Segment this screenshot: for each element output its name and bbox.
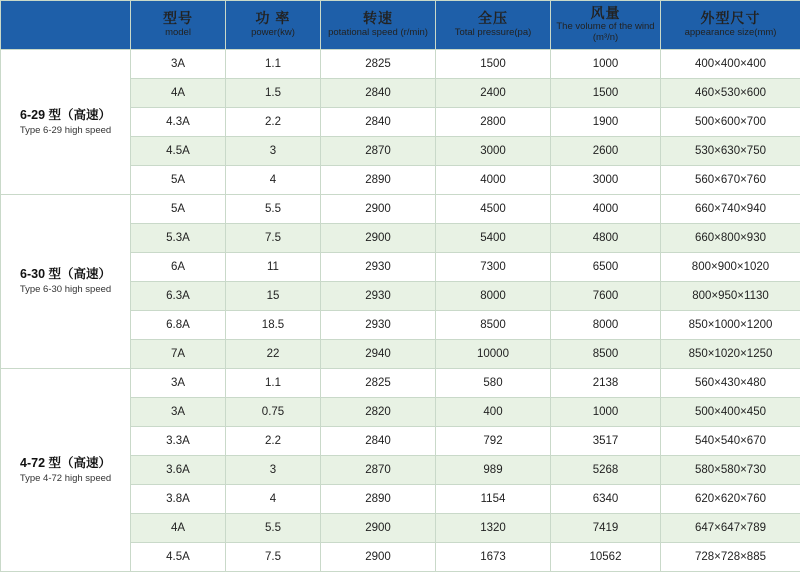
cell-pressure: 4500 [436, 194, 551, 223]
cell-model: 3A [131, 368, 226, 397]
cell-speed: 2840 [321, 426, 436, 455]
cell-pressure: 1500 [436, 49, 551, 78]
cell-speed: 2930 [321, 310, 436, 339]
group-label-zh: 4-72 型（高速） [2, 455, 129, 471]
table-row [1, 368, 800, 397]
cell-size: 500×400×450 [661, 397, 800, 426]
cell-airvolume: 3000 [551, 165, 661, 194]
cell-airvolume: 6500 [551, 252, 661, 281]
group-label-en: Type 4-72 high speed [2, 473, 129, 485]
cell-model: 3.3A [131, 426, 226, 455]
cell-model: 4.5A [131, 136, 226, 165]
cell-pressure: 7300 [436, 252, 551, 281]
cell-airvolume: 8500 [551, 339, 661, 368]
group-label-en: Type 6-30 high speed [2, 284, 129, 296]
cell-speed: 2890 [321, 484, 436, 513]
cell-airvolume: 7419 [551, 513, 661, 542]
cell-airvolume: 10562 [551, 542, 661, 571]
cell-model: 5A [131, 194, 226, 223]
cell-airvolume: 4000 [551, 194, 661, 223]
header-cell-speed [321, 1, 436, 50]
cell-power: 1.1 [226, 368, 321, 397]
group-label-cell [1, 368, 131, 571]
cell-model: 5.3A [131, 223, 226, 252]
group-label-zh: 6-29 型（高速） [2, 107, 129, 123]
group-label-cell [1, 49, 131, 194]
header-cell-size [661, 1, 800, 50]
cell-power: 15 [226, 281, 321, 310]
cell-speed: 2870 [321, 136, 436, 165]
cell-size: 530×630×750 [661, 136, 800, 165]
cell-power: 5.5 [226, 194, 321, 223]
cell-speed: 2930 [321, 252, 436, 281]
header-cell-group [1, 1, 131, 50]
header-airvolume-zh: 风量 [553, 5, 658, 21]
cell-power: 22 [226, 339, 321, 368]
cell-pressure: 1673 [436, 542, 551, 571]
cell-model: 3A [131, 49, 226, 78]
cell-airvolume: 2600 [551, 136, 661, 165]
header-cell-power [226, 1, 321, 50]
cell-size: 540×540×670 [661, 426, 800, 455]
header-cell-airvolume [551, 1, 661, 50]
cell-power: 1.1 [226, 49, 321, 78]
cell-speed: 2900 [321, 194, 436, 223]
cell-size: 800×900×1020 [661, 252, 800, 281]
cell-size: 560×670×760 [661, 165, 800, 194]
cell-model: 3A [131, 397, 226, 426]
cell-pressure: 2400 [436, 78, 551, 107]
cell-airvolume: 2138 [551, 368, 661, 397]
cell-power: 2.2 [226, 107, 321, 136]
cell-pressure: 989 [436, 455, 551, 484]
cell-speed: 2870 [321, 455, 436, 484]
cell-model: 6.3A [131, 281, 226, 310]
cell-size: 647×647×789 [661, 513, 800, 542]
cell-airvolume: 1500 [551, 78, 661, 107]
header-model-en: model [133, 28, 223, 39]
header-power-en: power(kw) [228, 28, 318, 39]
cell-size: 850×1000×1200 [661, 310, 800, 339]
table-header-row [1, 1, 800, 50]
cell-size: 620×620×760 [661, 484, 800, 513]
table-row [1, 194, 800, 223]
cell-speed: 2890 [321, 165, 436, 194]
cell-speed: 2840 [321, 78, 436, 107]
header-size-zh: 外型尺寸 [663, 10, 798, 26]
table-row [1, 49, 800, 78]
cell-power: 3 [226, 136, 321, 165]
cell-power: 5.5 [226, 513, 321, 542]
cell-pressure: 1154 [436, 484, 551, 513]
cell-size: 560×430×480 [661, 368, 800, 397]
cell-speed: 2900 [321, 513, 436, 542]
cell-pressure: 5400 [436, 223, 551, 252]
cell-speed: 2820 [321, 397, 436, 426]
cell-model: 5A [131, 165, 226, 194]
cell-size: 460×530×600 [661, 78, 800, 107]
cell-power: 4 [226, 484, 321, 513]
group-label-en: Type 6-29 high speed [2, 125, 129, 137]
cell-model: 6.8A [131, 310, 226, 339]
cell-size: 800×950×1130 [661, 281, 800, 310]
cell-size: 580×580×730 [661, 455, 800, 484]
cell-airvolume: 8000 [551, 310, 661, 339]
cell-model: 4.3A [131, 107, 226, 136]
cell-speed: 2900 [321, 542, 436, 571]
cell-size: 500×600×700 [661, 107, 800, 136]
header-cell-model [131, 1, 226, 50]
cell-model: 3.6A [131, 455, 226, 484]
cell-airvolume: 5268 [551, 455, 661, 484]
cell-model: 4A [131, 513, 226, 542]
table-header [1, 1, 800, 50]
cell-power: 3 [226, 455, 321, 484]
cell-size: 850×1020×1250 [661, 339, 800, 368]
cell-power: 0.75 [226, 397, 321, 426]
group-label-cell [1, 194, 131, 368]
cell-power: 1.5 [226, 78, 321, 107]
cell-airvolume: 1000 [551, 49, 661, 78]
cell-speed: 2900 [321, 223, 436, 252]
cell-airvolume: 7600 [551, 281, 661, 310]
cell-speed: 2930 [321, 281, 436, 310]
cell-pressure: 1320 [436, 513, 551, 542]
cell-pressure: 792 [436, 426, 551, 455]
cell-size: 660×740×940 [661, 194, 800, 223]
cell-airvolume: 1000 [551, 397, 661, 426]
cell-pressure: 8000 [436, 281, 551, 310]
header-pressure-en: Total pressure(pa) [438, 28, 548, 39]
cell-airvolume: 6340 [551, 484, 661, 513]
header-size-en: appearance size(mm) [663, 28, 798, 39]
cell-power: 4 [226, 165, 321, 194]
cell-power: 2.2 [226, 426, 321, 455]
header-power-zh: 功 率 [228, 10, 318, 26]
header-speed-en: potational speed (r/min) [323, 28, 433, 39]
header-airvolume-en: The volume of the wind (m³/n) [553, 22, 658, 44]
cell-speed: 2825 [321, 49, 436, 78]
group-label-zh: 6-30 型（高速） [2, 266, 129, 282]
table-body [1, 49, 800, 571]
cell-model: 7A [131, 339, 226, 368]
cell-power: 18.5 [226, 310, 321, 339]
cell-airvolume: 1900 [551, 107, 661, 136]
cell-pressure: 10000 [436, 339, 551, 368]
cell-airvolume: 4800 [551, 223, 661, 252]
cell-model: 4A [131, 78, 226, 107]
cell-speed: 2825 [321, 368, 436, 397]
header-cell-pressure [436, 1, 551, 50]
cell-pressure: 2800 [436, 107, 551, 136]
cell-pressure: 580 [436, 368, 551, 397]
header-model-zh: 型号 [133, 10, 223, 26]
cell-model: 6A [131, 252, 226, 281]
cell-model: 3.8A [131, 484, 226, 513]
cell-power: 7.5 [226, 223, 321, 252]
cell-pressure: 4000 [436, 165, 551, 194]
cell-pressure: 8500 [436, 310, 551, 339]
cell-power: 11 [226, 252, 321, 281]
header-speed-zh: 转速 [323, 10, 433, 26]
header-pressure-zh: 全压 [438, 10, 548, 26]
cell-size: 660×800×930 [661, 223, 800, 252]
cell-speed: 2940 [321, 339, 436, 368]
cell-model: 4.5A [131, 542, 226, 571]
cell-airvolume: 3517 [551, 426, 661, 455]
cell-speed: 2840 [321, 107, 436, 136]
cell-pressure: 3000 [436, 136, 551, 165]
cell-size: 728×728×885 [661, 542, 800, 571]
cell-pressure: 400 [436, 397, 551, 426]
cell-power: 7.5 [226, 542, 321, 571]
cell-size: 400×400×400 [661, 49, 800, 78]
